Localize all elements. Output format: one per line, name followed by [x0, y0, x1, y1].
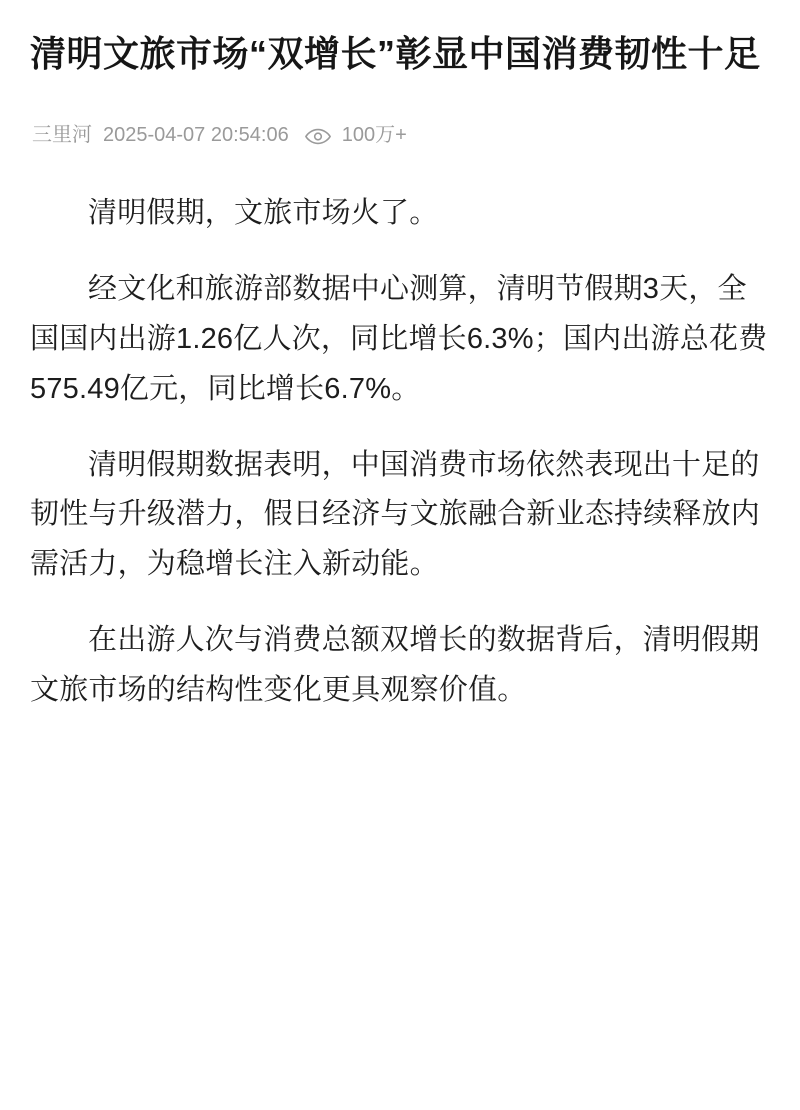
article-paragraph: 清明假期数据表明，中国消费市场依然表现出十足的韧性与升级潜力，假日经济与文旅融合新业态持续释放内需活力，为稳增长注入新动能。 [30, 448, 761, 581]
article-paragraph: 清明假期，文旅市场火了。 [88, 197, 439, 230]
view-count: 100万+ [341, 124, 407, 147]
page-title: 清明文旅市场“双增长”彰显中国消费韧性十足 [30, 33, 761, 74]
article-body [30, 189, 770, 716]
article-source: 三里河 [32, 124, 92, 147]
article-paragraph: 在出游人次与消费总额双增长的数据背后，清明假期文旅市场的结构性变化更具观察价值。 [30, 624, 760, 707]
article-timestamp: 2025-04-07 20:54:06 [103, 124, 289, 147]
eye-icon [305, 128, 331, 145]
article-meta [30, 125, 770, 145]
article-paragraph: 经文化和旅游部数据中心测算，清明节假期3天，全国国内出游1.26亿人次，同比增长6.3%；国内出游总花费575.49亿元，同比增长6.7%。 [30, 272, 768, 405]
